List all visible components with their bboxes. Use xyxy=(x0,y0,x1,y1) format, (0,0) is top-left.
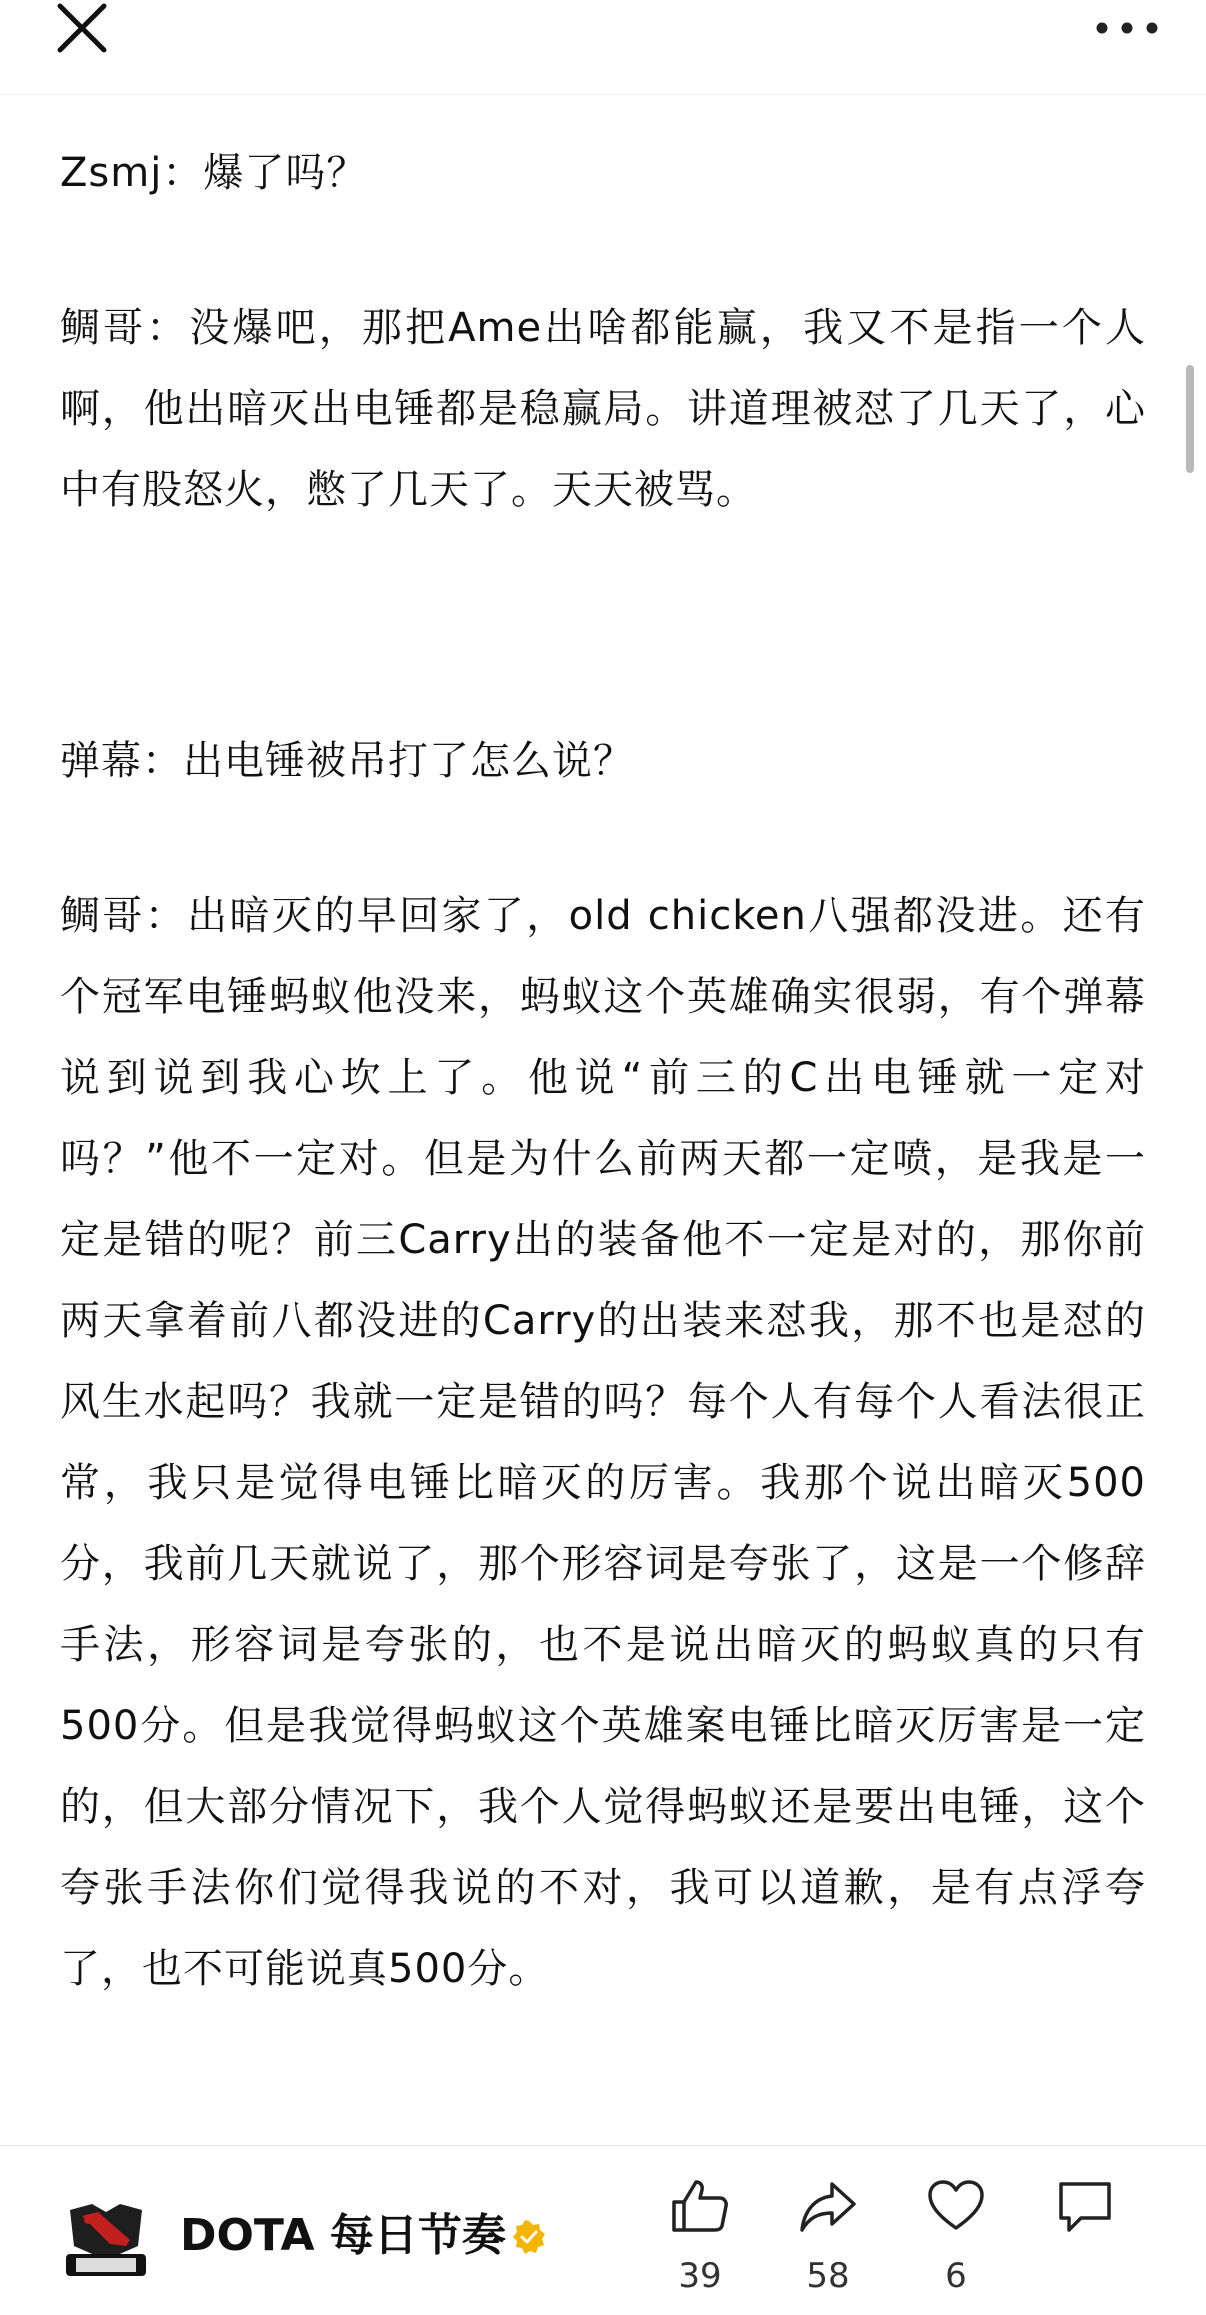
top-bar xyxy=(0,0,1206,95)
close-button[interactable] xyxy=(54,0,114,60)
comment-button[interactable] xyxy=(1040,2176,1130,2306)
like-count: 39 xyxy=(678,2256,722,2296)
more-dots-icon xyxy=(1092,8,1162,48)
favorite-button[interactable] xyxy=(911,2176,1001,2306)
heart-icon xyxy=(926,2176,986,2236)
paragraph-reply-1: 鲷哥：没爆吧，那把Ame出啥都能赢，我又不是指一个人啊，他出暗灭出电锤都是稳赢局。讲道理被怼了几天了，心中有股怒火，憋了几天了。天天被骂。 xyxy=(60,305,1146,513)
more-options-button[interactable] xyxy=(1092,8,1162,48)
bottom-bar xyxy=(0,2145,1206,2315)
paragraph-danmaku: 弹幕：出电锤被吊打了怎么说？ xyxy=(60,738,634,784)
thumbs-up-icon xyxy=(670,2176,730,2236)
scrollbar[interactable] xyxy=(1186,365,1194,473)
favorite-count: 6 xyxy=(945,2256,967,2296)
verified-badge-icon xyxy=(512,2220,546,2254)
article-content[interactable] xyxy=(0,95,1206,2145)
share-button[interactable] xyxy=(783,2176,873,2306)
comment-icon xyxy=(1055,2176,1115,2236)
paragraph-zsmj: Zsmj：爆了吗？ xyxy=(60,150,368,196)
paragraph-reply-2: 鲷哥：出暗灭的早回家了，old chicken八强都没进。还有个冠军电锤蚂蚁他没来，蚂蚁这个英雄确实很弱，有个弹幕说到说到我心坎上了。他说“前三的C出电锤就一定对吗？”他不一定对。但是为什么前两天都一定喷，是我是一定是错的呢？前三Carry出的装备他不一定是对的，那你前两天拿着前八都没进的Carry的出装来怼我，那不也是怼的风生水起吗？我就一定是错的吗？每个人有每个人看法很正常，我只是觉得电锤比暗灭的厉害。我那个说出暗灭500分，我前几天就说了，那个形容词是夸张了，这是一个修辞手法，形容词是夸张的，也不是说出暗灭的蚂蚁真的只有500分。但是我觉得蚂蚁这个英雄案电锤比暗灭厉害是一定的，但大部分情况下，我个人觉得蚂蚁还是要出电锤，这个夸张手法你们觉得我说的不对，我可以道歉，是有点浮夸了，也不可能说真500分。 xyxy=(60,893,1146,1992)
share-arrow-icon xyxy=(798,2176,858,2236)
dota-logo-avatar[interactable] xyxy=(62,2200,150,2282)
close-icon xyxy=(54,0,114,60)
like-button[interactable] xyxy=(655,2176,745,2306)
share-count: 58 xyxy=(806,2256,850,2296)
article-body xyxy=(60,133,1146,2084)
author-name[interactable]: DOTA 每日节奏 xyxy=(180,2210,506,2261)
